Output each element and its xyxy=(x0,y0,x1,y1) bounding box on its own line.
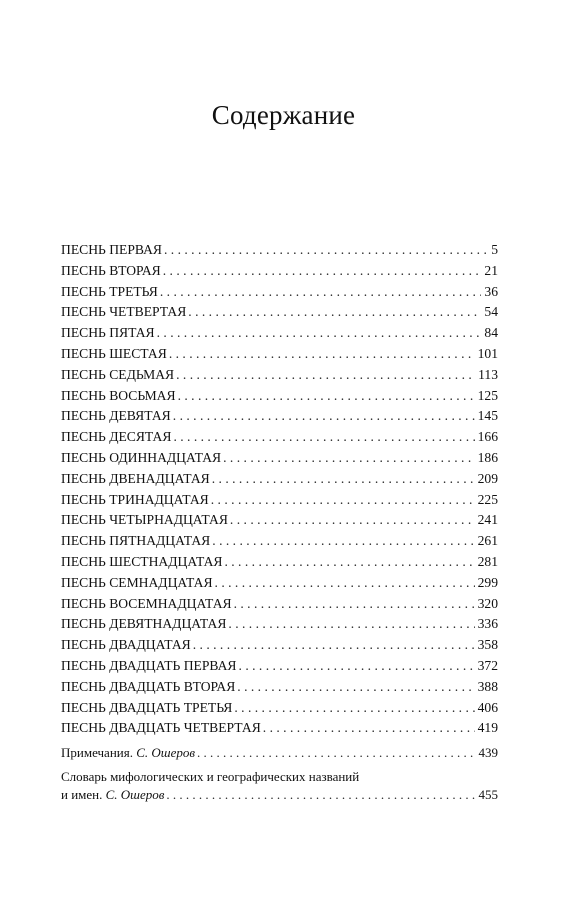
toc-entry-page: 281 xyxy=(477,553,498,569)
toc-entry-page: 125 xyxy=(477,387,498,403)
toc-entry-label: ПЕСНЬ ВОСЬМАЯ xyxy=(61,387,176,403)
dot-leader xyxy=(230,510,475,531)
toc-entry-label: ПЕСНЬ ЧЕТВЕРТАЯ xyxy=(61,304,187,320)
dot-leader xyxy=(234,698,474,719)
toc-entry-page: 21 xyxy=(484,262,498,278)
toc-entry-label: ПЕСНЬ ДВАДЦАТЬ ПЕРВАЯ xyxy=(61,657,237,673)
toc-entry[interactable] xyxy=(61,448,498,469)
dot-leader xyxy=(263,718,475,739)
table-of-contents xyxy=(61,240,498,739)
toc-entry-label: ПЕСНЬ ВОСЕМНАДЦАТАЯ xyxy=(61,595,232,611)
toc-entry-page: 261 xyxy=(477,533,498,549)
toc-entry[interactable] xyxy=(61,594,498,615)
dot-leader xyxy=(212,531,474,552)
toc-entry-page: 358 xyxy=(477,637,498,653)
dot-leader xyxy=(173,406,475,427)
toc-entry-page: 54 xyxy=(484,304,498,320)
toc-entry-label: ПЕСНЬ ШЕСТАЯ xyxy=(61,345,167,361)
dot-leader xyxy=(212,469,475,490)
toc-entry-page: 209 xyxy=(477,470,498,486)
dot-leader xyxy=(197,743,475,763)
toc-entry-label: ПЕСНЬ ДВАДЦАТЬ ТРЕТЬЯ xyxy=(61,699,233,715)
toc-entry[interactable] xyxy=(61,386,498,407)
toc-entry[interactable] xyxy=(61,614,498,635)
toc-entry-label: ПЕСНЬ ДВАДЦАТАЯ xyxy=(61,637,191,653)
toc-entry[interactable] xyxy=(61,323,498,344)
dot-leader xyxy=(169,344,475,365)
toc-entry[interactable] xyxy=(61,531,498,552)
toc-entry-label: ПЕСНЬ ДВЕНАДЦАТАЯ xyxy=(61,470,210,486)
dot-leader xyxy=(176,365,475,386)
dot-leader xyxy=(237,677,474,698)
dot-leader xyxy=(215,573,475,594)
dot-leader xyxy=(166,786,475,804)
toc-entry-page: 336 xyxy=(477,616,498,632)
toc-entry[interactable] xyxy=(61,573,498,594)
toc-entry-label: ПЕСНЬ СЕМНАДЦАТАЯ xyxy=(61,574,213,590)
toc-entry[interactable] xyxy=(61,677,498,698)
toc-entry-label: ПЕСНЬ ВТОРАЯ xyxy=(61,262,161,278)
dot-leader xyxy=(234,594,475,615)
page-title: Содержание xyxy=(211,100,356,130)
toc-entry-page: 299 xyxy=(477,574,498,590)
toc-entry-page: 241 xyxy=(477,512,498,528)
toc-entry-page: 5 xyxy=(491,242,498,257)
toc-entry-page: 419 xyxy=(477,720,498,736)
toc-entry-page: 186 xyxy=(477,449,498,465)
toc-entry[interactable] xyxy=(61,635,498,656)
toc-entry-page: 320 xyxy=(477,595,498,611)
dot-leader xyxy=(228,614,474,635)
dot-leader xyxy=(224,552,474,573)
toc-entry[interactable] xyxy=(61,510,498,531)
toc-entry-label: ПЕСНЬ ТРЕТЬЯ xyxy=(61,283,158,299)
toc-entry-label: ПЕСНЬ ПЯТНАДЦАТАЯ xyxy=(61,533,211,549)
toc-entry-label: ПЕСНЬ СЕДЬМАЯ xyxy=(61,366,175,382)
toc-entry[interactable] xyxy=(61,344,498,365)
toc-entry-page: 406 xyxy=(477,699,498,715)
toc-entry-page: 372 xyxy=(477,657,498,673)
dot-leader xyxy=(193,635,475,656)
toc-entry-label: ПЕСНЬ ЧЕТЫРНАДЦАТАЯ xyxy=(61,512,228,528)
dot-leader xyxy=(163,261,482,282)
toc-entry-page: 166 xyxy=(477,429,498,445)
dot-leader xyxy=(157,323,482,344)
dot-leader xyxy=(188,302,481,323)
toc-entry-label: ПЕСНЬ ДВАДЦАТЬ ВТОРАЯ xyxy=(61,678,236,694)
toc-entry-label: ПЕСНЬ ШЕСТНАДЦАТАЯ xyxy=(61,553,223,569)
toc-entry[interactable] xyxy=(61,406,498,427)
toc-entry-label: Примечания. С. Ошеров xyxy=(61,745,196,760)
toc-entry-label: ПЕСНЬ ДЕСЯТАЯ xyxy=(61,429,172,445)
dot-leader xyxy=(223,448,474,469)
dot-leader xyxy=(173,427,474,448)
toc-entry-page: 439 xyxy=(478,745,498,760)
toc-entry[interactable] xyxy=(61,261,498,282)
toc-entry-page: 225 xyxy=(477,491,498,507)
toc-entry-page: 145 xyxy=(477,408,498,424)
toc-entry[interactable] xyxy=(61,656,498,677)
toc-entry-label: ПЕСНЬ ПЯТАЯ xyxy=(61,325,155,341)
toc-entry-label: ПЕСНЬ ПЕРВАЯ xyxy=(61,242,162,257)
toc-entry-label: и имен. С. Ошеров xyxy=(61,787,165,802)
dot-leader xyxy=(160,282,482,303)
toc-entry[interactable] xyxy=(61,718,498,739)
dot-leader xyxy=(211,490,475,511)
toc-entry-page: 84 xyxy=(484,325,498,341)
toc-entry[interactable] xyxy=(61,698,498,719)
toc-entry[interactable] xyxy=(61,240,498,261)
toc-entry-page: 113 xyxy=(478,366,498,382)
dot-leader xyxy=(178,386,475,407)
toc-entry[interactable] xyxy=(61,282,498,303)
toc-entry-page: 388 xyxy=(477,678,498,694)
dot-leader xyxy=(164,240,488,261)
toc-entry-label: ПЕСНЬ ТРИНАДЦАТАЯ xyxy=(61,491,209,507)
toc-entry[interactable] xyxy=(61,552,498,573)
toc-entry-label: ПЕСНЬ ОДИННАДЦАТАЯ xyxy=(61,449,222,465)
toc-entry[interactable] xyxy=(61,365,498,386)
toc-entry-label: ПЕСНЬ ДВАДЦАТЬ ЧЕТВЕРТАЯ xyxy=(61,720,261,736)
toc-entry-label: ПЕСНЬ ДЕВЯТАЯ xyxy=(61,408,171,424)
toc-entry-page: 36 xyxy=(484,283,498,299)
dot-leader xyxy=(239,656,475,677)
toc-entry-page: 101 xyxy=(477,345,498,361)
toc-entry-label: ПЕСНЬ ДЕВЯТНАДЦАТАЯ xyxy=(61,616,227,632)
toc-entry[interactable] xyxy=(61,302,498,323)
toc-notes-entry[interactable] xyxy=(61,743,498,763)
toc-entry-label-line1: Словарь мифологических и географических названий xyxy=(61,769,360,784)
toc-entry[interactable] xyxy=(61,469,498,490)
toc-entry[interactable] xyxy=(61,490,498,511)
toc-entry[interactable] xyxy=(61,427,498,448)
toc-dictionary-entry[interactable] xyxy=(61,768,498,804)
toc-entry-page: 455 xyxy=(478,787,498,802)
